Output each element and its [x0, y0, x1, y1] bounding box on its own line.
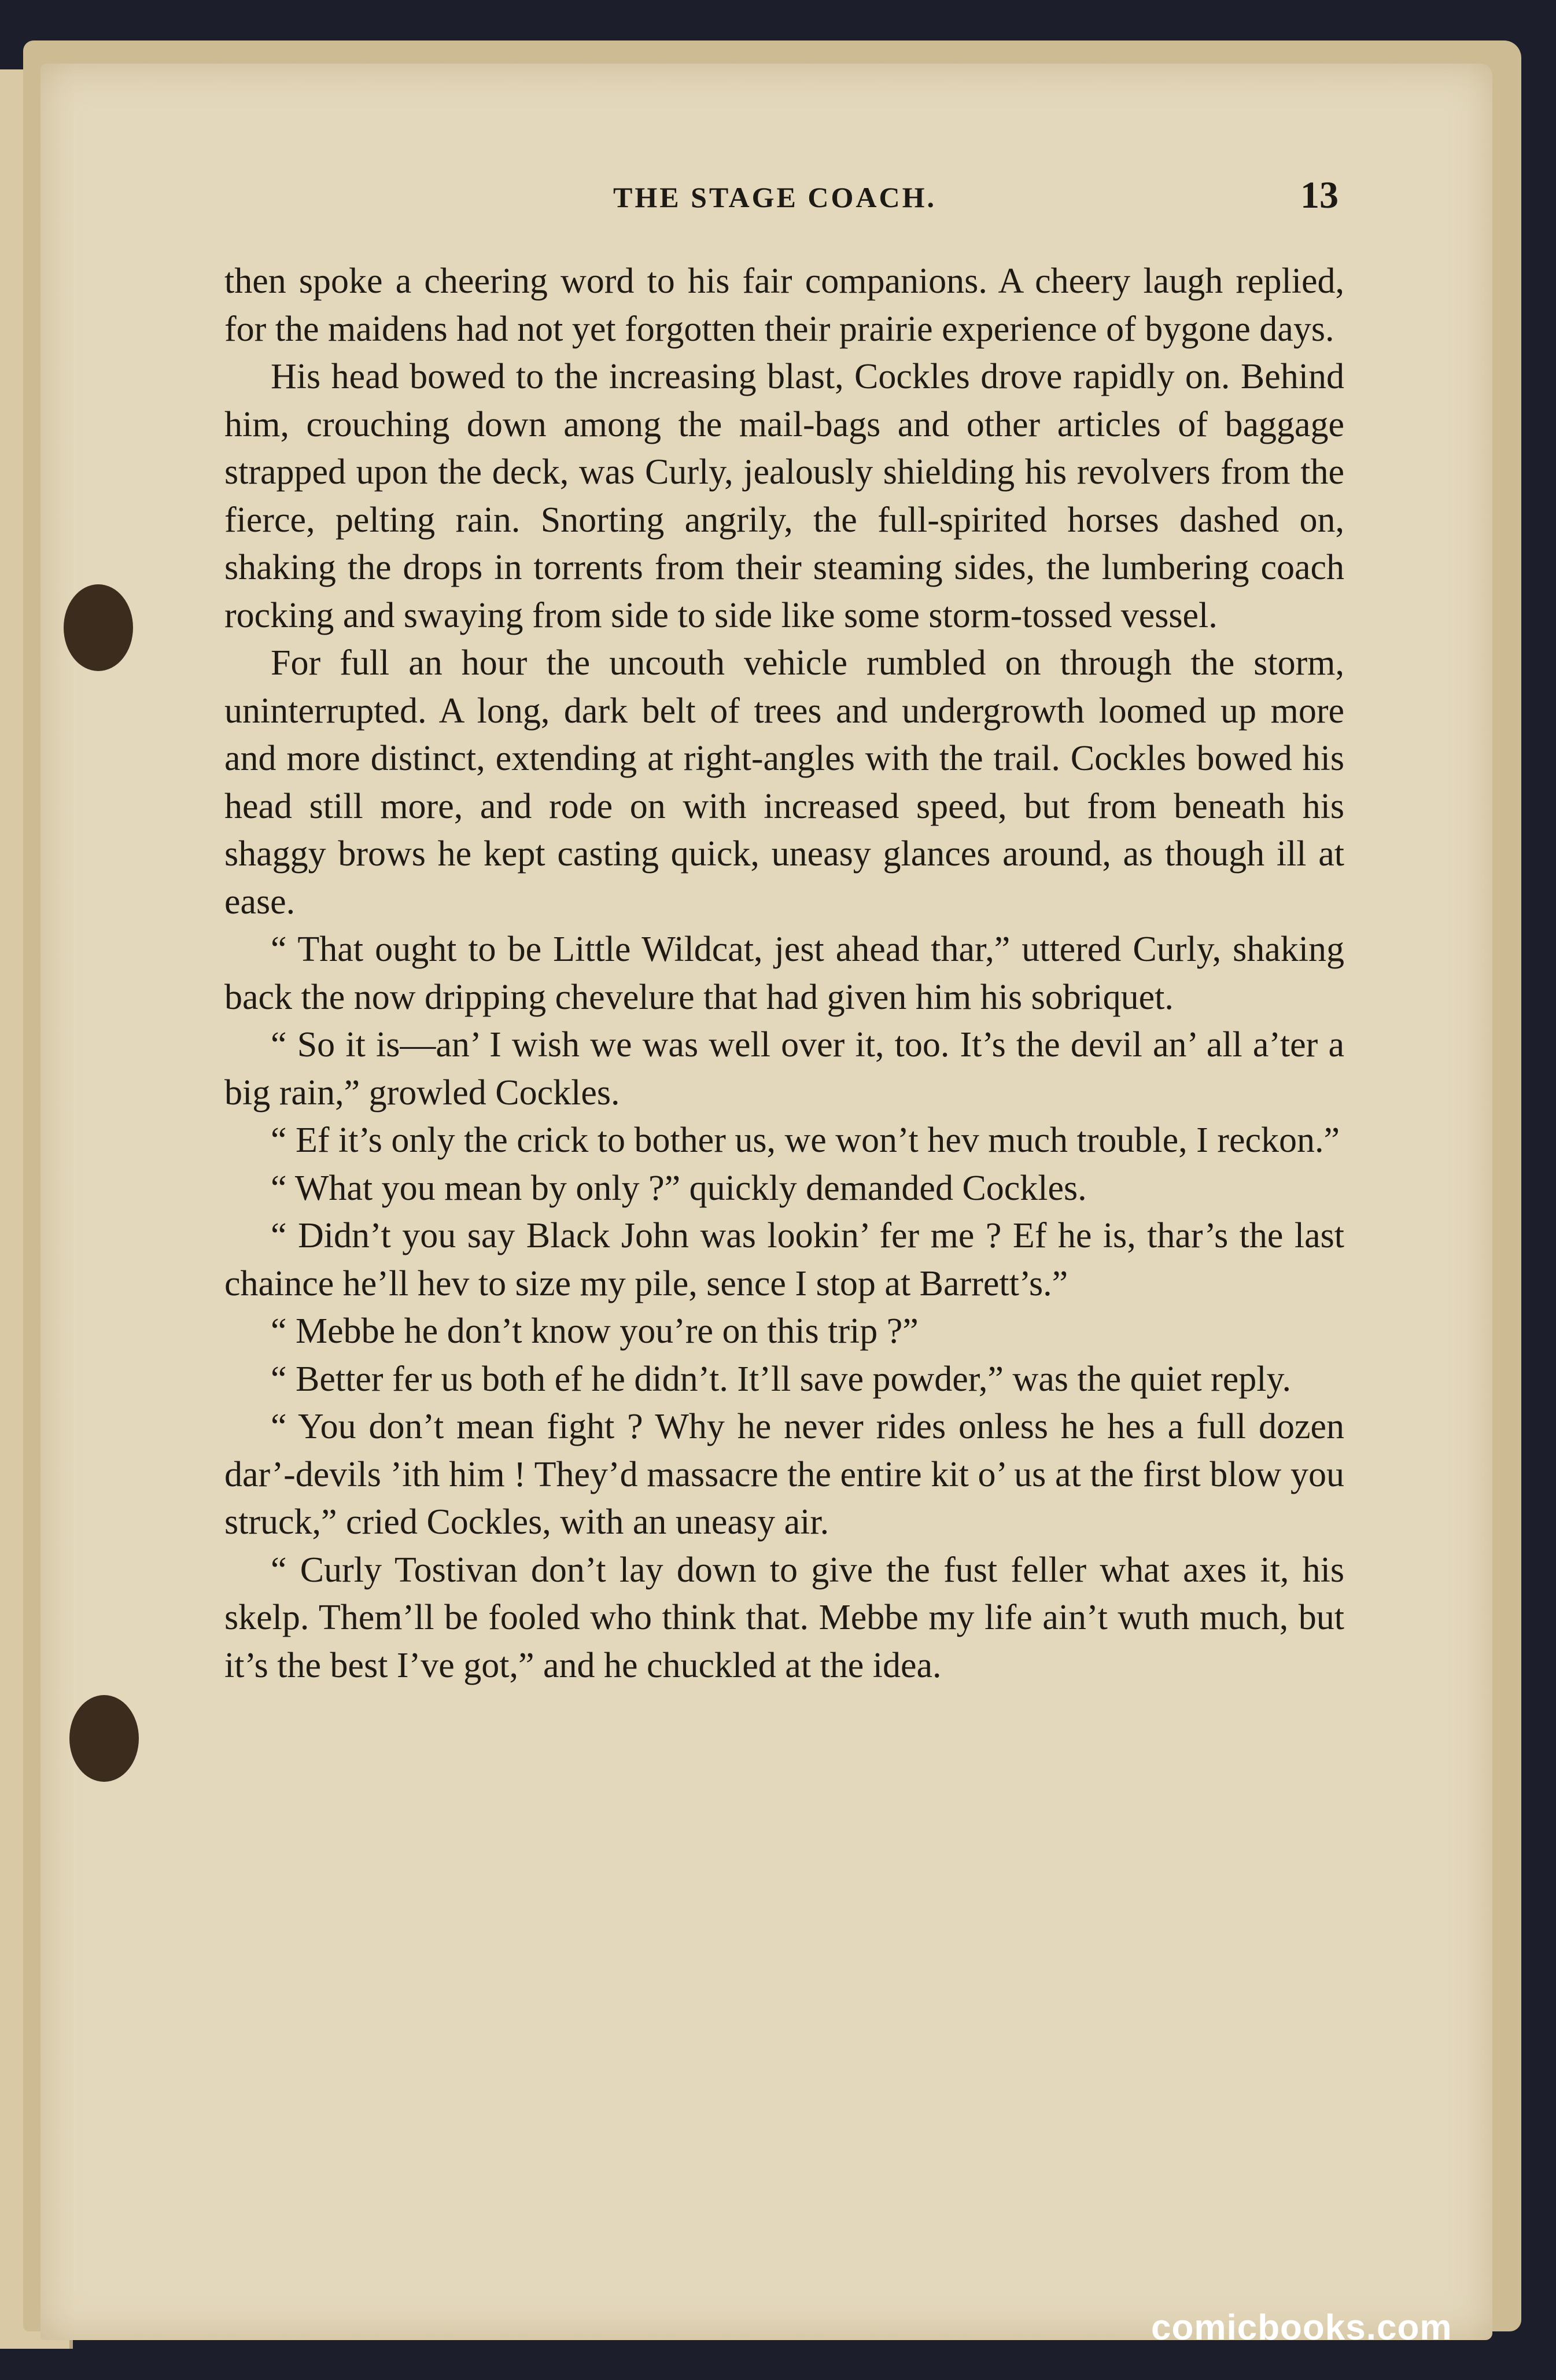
paragraph: “ Mebbe he don’t know you’re on this trip ?” [271, 1311, 919, 1351]
binding-hole-icon [69, 1695, 139, 1782]
page-number: 13 [1300, 174, 1339, 216]
paragraph: “ You don’t mean fight ? Why he never rides onless he hes a full dozen dar’-devils ’ith him ! They’d massacre the entire kit o’ us at the first blow you struck,” cried Cockles, with an uneasy air. [224, 1407, 1344, 1542]
watermark: comicbooks.com [1151, 2308, 1452, 2348]
paragraph: “ Better fer us both ef he didn’t. It’ll save powder,” was the quiet reply. [271, 1359, 1291, 1399]
paragraph: “ So it is—an’ I wish we was well over it, too. It’s the devil an’ all a’ter a big rain,” growled Cockles. [224, 1025, 1344, 1112]
paragraph: “ What you mean by only ?” quickly demanded Cockles. [271, 1168, 1087, 1208]
paragraph: “ Didn’t you say Black John was lookin’ fer me ? Ef he is, thar’s the last chaince he’ll hev to size my pile, sence I stop at Barrett’s.” [224, 1216, 1344, 1303]
body-text [224, 257, 1344, 1689]
binding-hole-icon [64, 584, 133, 671]
paragraph: then spoke a cheering word to his fair companions. A cheery laugh replied, for the maidens had not yet forgotten their prairie experience of bygone days. [224, 261, 1344, 349]
paragraph: “ Ef it’s only the crick to bother us, we won’t hev much trouble, I reckon.” [271, 1121, 1340, 1160]
paragraph: “ That ought to be Little Wildcat, jest ahead thar,” uttered Curly, shaking back the now dripping chevelure that had given him his sobriquet. [224, 930, 1344, 1017]
paragraph: His head bowed to the increasing blast, Cockles drove rapidly on. Behind him, crouching down among the mail-bags and other articles of baggage strapped upon the deck, was Curly, jealously shielding his revolvers from the fierce, pelting rain. Snorting angrily, the full-spirited horses dashed on, shaking the drops in torrents from their steaming sides, the lumbering coach rocking and swaying from side to side like some storm-tossed vessel. [224, 357, 1344, 635]
paragraph: For full an hour the uncouth vehicle rumbled on through the storm, uninterrupted. A long, dark belt of trees and undergrowth loomed up more and more distinct, extending at right-angles with the trail. Cockles bowed his head still more, and rode on with increased speed, but from beneath his shaggy brows he kept casting quick, uneasy glances around, as though ill at ease. [224, 643, 1344, 922]
paragraph: “ Curly Tostivan don’t lay down to give the fust feller what axes it, his skelp. Them’ll be fooled who think that. Mebbe my life ain’t wuth much, but it’s the best I’ve got,” and he chuckled at the idea. [224, 1550, 1344, 1685]
running-title: THE STAGE COACH. [613, 181, 936, 213]
